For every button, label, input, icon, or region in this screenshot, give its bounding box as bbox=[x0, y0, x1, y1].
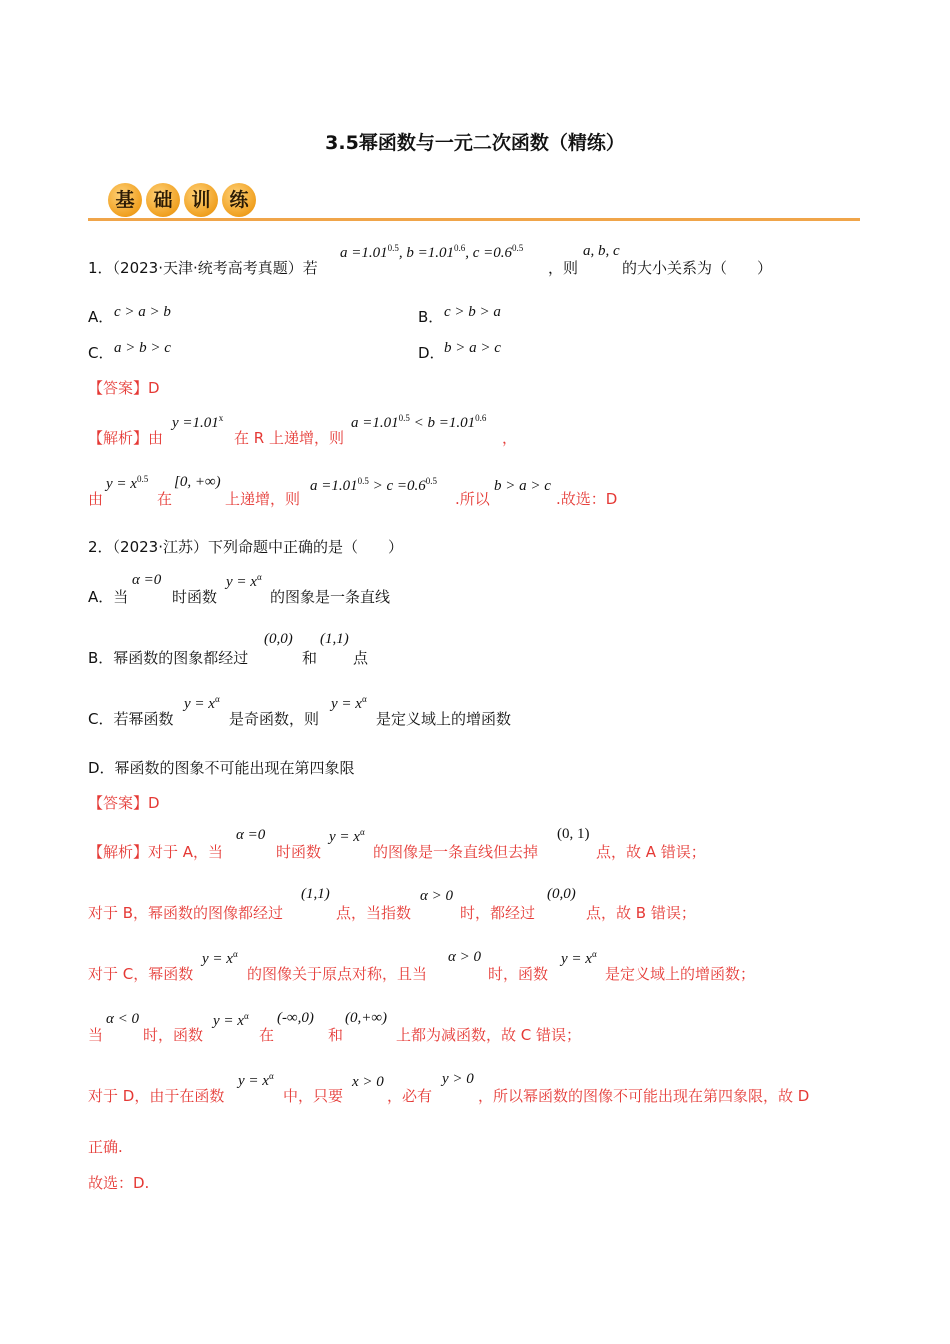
question-number: 1． bbox=[88, 259, 113, 277]
explanation-text: ， bbox=[502, 429, 518, 447]
explanation-2-line2: 对于 B，幂函数的图像都经过 bbox=[88, 904, 284, 922]
option-text: 点 bbox=[353, 649, 369, 667]
page-title: 3.5幂函数与一元二次函数（精练） bbox=[325, 132, 625, 154]
formula: α < 0 bbox=[106, 1011, 139, 1027]
option-text: 是奇函数，则 bbox=[229, 710, 320, 728]
option-text: 的图象是一条直线 bbox=[270, 588, 391, 606]
explanation-text: .所以 bbox=[455, 490, 490, 508]
question-stem: （2023·天津·统考高考真题）若 bbox=[112, 259, 318, 277]
option-text: 和 bbox=[302, 649, 318, 667]
explanation-text: 时，都经过 bbox=[460, 904, 536, 922]
explanation-2-line1: 【解析】对于 A，当 bbox=[88, 843, 224, 861]
option-b[interactable]: B． bbox=[418, 308, 444, 326]
formula: $y = x^\alpha$ bbox=[331, 694, 367, 712]
question-1 bbox=[88, 257, 318, 278]
explanation-1-line2: 由 bbox=[88, 490, 104, 508]
condition-formula: $a =1.01^{0.5}$, $b =1.01^{0.6}$, $c =0.6^{0.5}$ bbox=[340, 243, 524, 261]
formula: (1,1) bbox=[301, 886, 330, 902]
formula: (1,1) bbox=[320, 631, 349, 647]
explanation-text: 的图像关于原点对称，且当 bbox=[247, 965, 428, 983]
formula: α > 0 bbox=[448, 949, 481, 965]
formula: $y = x^\alpha$ bbox=[202, 949, 238, 967]
formula: $y =1.01^x$ bbox=[172, 413, 224, 431]
formula: $a =1.01^{0.5} < b =1.01^{0.6}$ bbox=[351, 413, 487, 431]
explanation-text: 中，只要 bbox=[283, 1087, 344, 1105]
question-2: 2．（2023·江苏）下列命题中正确的是（ ） bbox=[88, 538, 403, 556]
formula: α =0 bbox=[236, 827, 266, 843]
formula: b > a > c bbox=[494, 478, 551, 494]
explanation-text: 的图像是一条直线但去掉 bbox=[373, 843, 539, 861]
option-a-expr: c > a > b bbox=[114, 304, 171, 320]
explanation-text: 在 R 上递增，则 bbox=[234, 429, 344, 447]
formula: (0,0) bbox=[264, 631, 293, 647]
formula: x > 0 bbox=[352, 1074, 384, 1090]
explanation-text: ，所以幂函数的图像不可能出现在第四象限，故 D bbox=[478, 1087, 810, 1105]
banner-char: 训 bbox=[184, 183, 218, 217]
formula: (0, 1) bbox=[557, 826, 590, 842]
formula: (-∞,0) bbox=[277, 1010, 314, 1026]
formula: $y = x^\alpha$ bbox=[226, 572, 262, 590]
answer-2: 【答案】D bbox=[88, 794, 160, 812]
q2-option-d[interactable]: D．幂函数的图象不可能出现在第四象限 bbox=[88, 759, 355, 777]
formula: $y = x^{0.5}$ bbox=[106, 474, 149, 492]
formula: $y = x^\alpha$ bbox=[184, 694, 220, 712]
explanation-text: .故选：D bbox=[556, 490, 618, 508]
explanation-2-conclusion: 故选：D. bbox=[88, 1174, 150, 1192]
option-c[interactable]: C． bbox=[88, 344, 114, 362]
answer-1: 【答案】D bbox=[88, 379, 160, 397]
option-text: 时函数 bbox=[172, 588, 218, 606]
explanation-text: 上递增，则 bbox=[225, 490, 301, 508]
option-d[interactable]: D． bbox=[418, 344, 445, 362]
explanation-text: 点，故 B 错误； bbox=[586, 904, 696, 922]
section-divider bbox=[88, 218, 860, 221]
q2-option-a[interactable]: A．当 bbox=[88, 588, 129, 606]
banner-char: 练 bbox=[222, 183, 256, 217]
option-text: 是定义域上的增函数 bbox=[376, 710, 512, 728]
explanation-2-line3: 对于 C，幂函数 bbox=[88, 965, 194, 983]
formula: $y = x^\alpha$ bbox=[329, 827, 365, 845]
option-b-expr: c > b > a bbox=[444, 304, 501, 320]
formula: α > 0 bbox=[420, 888, 453, 904]
section-banner bbox=[108, 183, 260, 221]
explanation-text: 时函数 bbox=[276, 843, 322, 861]
formula: (0,+∞) bbox=[345, 1010, 388, 1026]
option-c-expr: a > b > c bbox=[114, 340, 171, 356]
formula: [0, +∞) bbox=[174, 474, 221, 490]
explanation-2-line4: 当 bbox=[88, 1026, 104, 1044]
banner-char: 基 bbox=[108, 183, 142, 217]
formula: α =0 bbox=[132, 572, 162, 588]
explanation-2-line5: 对于 D，由于在函数 bbox=[88, 1087, 225, 1105]
formula: (0,0) bbox=[547, 886, 576, 902]
question-stem: 的大小关系为（ ） bbox=[622, 259, 773, 277]
question-stem: ，则 bbox=[548, 259, 579, 277]
formula: y > 0 bbox=[442, 1071, 474, 1087]
explanation-text: 上都为减函数，故 C 错误； bbox=[396, 1026, 582, 1044]
explanation-text: 是定义域上的增函数； bbox=[605, 965, 756, 983]
option-a[interactable]: A． bbox=[88, 308, 114, 326]
explanation-1-line1: 【解析】由 bbox=[88, 429, 164, 447]
q2-option-b[interactable]: B．幂函数的图象都经过 bbox=[88, 649, 249, 667]
explanation-text: 点，当指数 bbox=[336, 904, 412, 922]
explanation-text: 在 bbox=[157, 490, 173, 508]
explanation-text: 在 bbox=[259, 1026, 275, 1044]
explanation-text: 时，函数 bbox=[143, 1026, 204, 1044]
formula: $y = x^\alpha$ bbox=[213, 1011, 249, 1029]
formula: $y = x^\alpha$ bbox=[561, 949, 597, 967]
explanation-2-line6: 正确. bbox=[88, 1138, 123, 1156]
vars-formula: a, b, c bbox=[583, 243, 620, 259]
explanation-text: 时，函数 bbox=[488, 965, 549, 983]
explanation-text: ，必有 bbox=[387, 1087, 433, 1105]
formula: $y = x^\alpha$ bbox=[238, 1071, 274, 1089]
q2-option-c[interactable]: C．若幂函数 bbox=[88, 710, 174, 728]
banner-char: 础 bbox=[146, 183, 180, 217]
formula: $a =1.01^{0.5} > c =0.6^{0.5}$ bbox=[310, 476, 438, 494]
explanation-text: 点，故 A 错误； bbox=[596, 843, 706, 861]
option-d-expr: b > a > c bbox=[444, 340, 501, 356]
explanation-text: 和 bbox=[328, 1026, 344, 1044]
